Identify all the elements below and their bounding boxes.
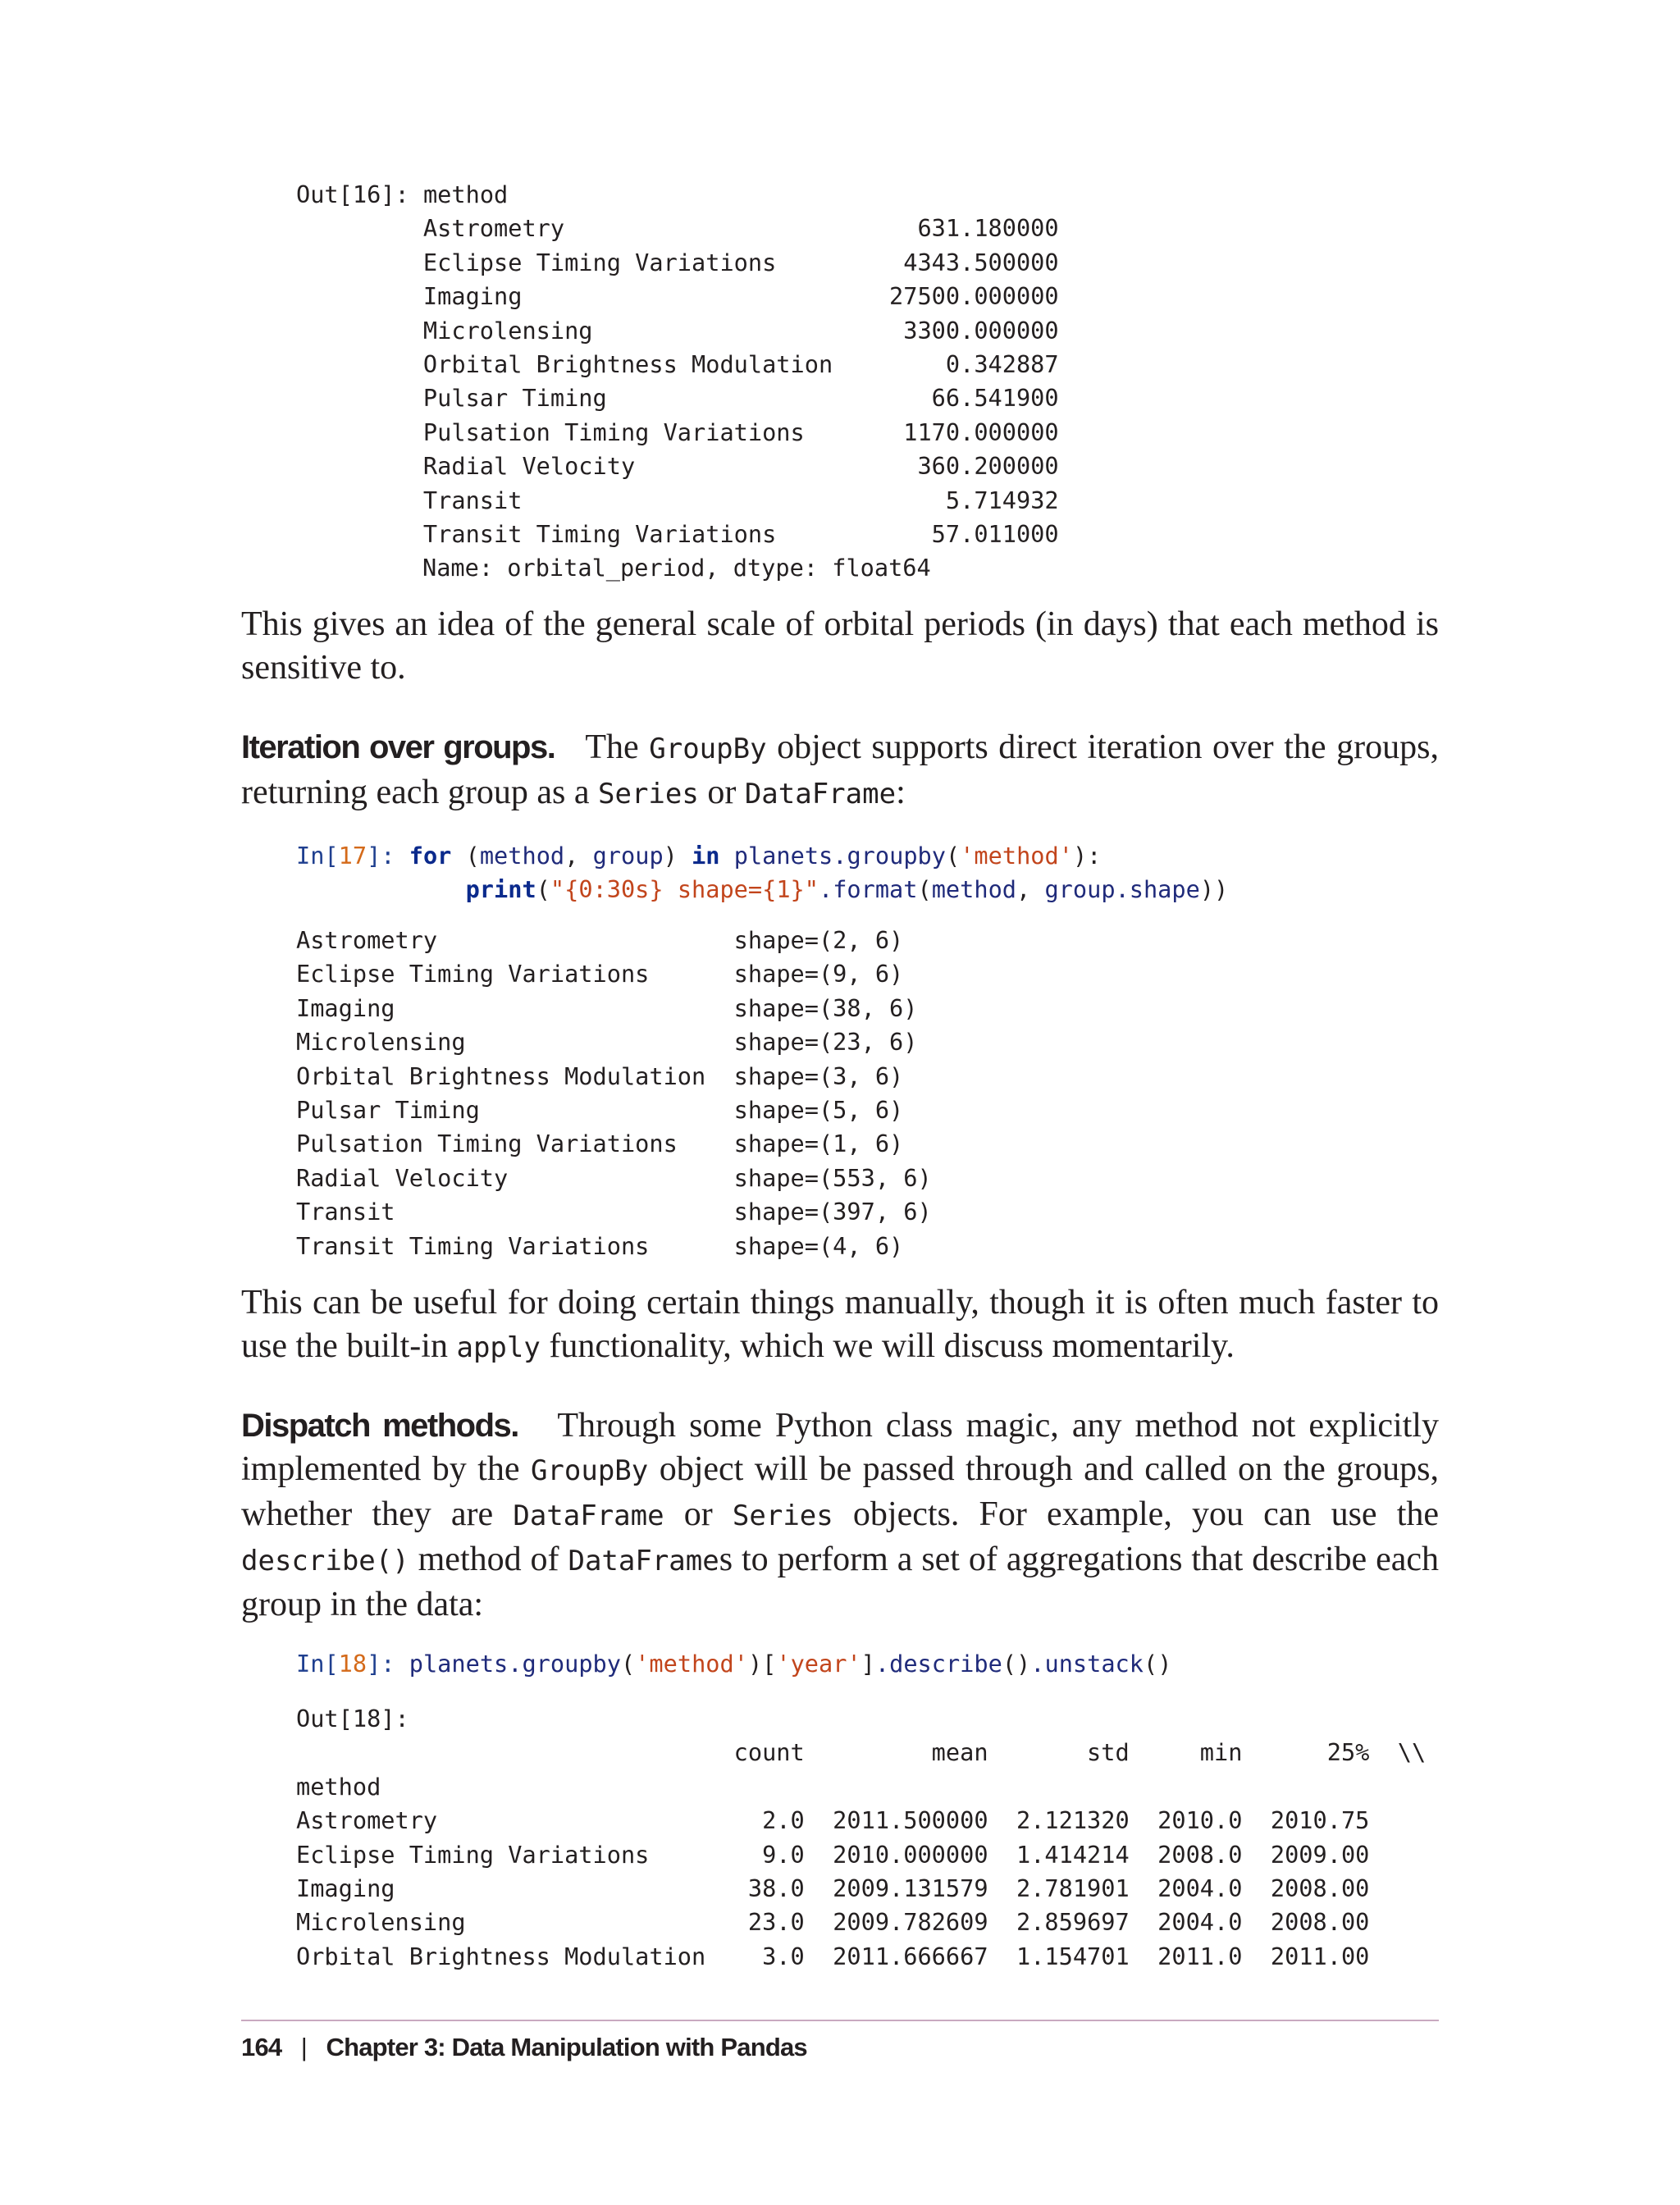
output-17-row-shape: shape=(4, 6) <box>733 1231 904 1260</box>
output-16-row-method: Orbital Brightness Modulation <box>296 350 833 379</box>
footer-separator: | <box>300 2033 308 2061</box>
output-18-index-name: method <box>296 1772 381 1801</box>
output-18-row-method: Microlensing <box>296 1908 466 1937</box>
output-16-row-method: Astrometry <box>296 214 565 243</box>
output-16-row-value: 4343.500000 <box>776 248 1059 276</box>
output-18-cell: 2010.0 <box>1129 1806 1243 1835</box>
output-16-row <box>296 486 1059 514</box>
output-18-row <box>296 1942 1369 1970</box>
output-18-cell: 2011.500000 <box>804 1806 988 1835</box>
output-16-row-method: Microlensing <box>296 316 593 345</box>
output-16-rows <box>296 214 1059 548</box>
output-16-row-value: 0.342887 <box>833 350 1059 379</box>
output-18-continuation-marker: \\ <box>1369 1738 1427 1767</box>
output-17-row <box>296 1130 903 1157</box>
input-18-block: In[18]: planets.groupby('method')['year'].describe().unstack() <box>296 1650 1172 1678</box>
output-18-column-header: std <box>988 1738 1130 1767</box>
output-16-row-method: Pulsar Timing <box>296 384 607 413</box>
paragraph-apply: This can be useful for doing certain things manually, though it is often much faster to use the built-in apply functionality, which we will discuss momentarily. <box>241 1284 1439 1365</box>
output-18-row <box>296 1806 1369 1834</box>
output-16-row-value: 66.541900 <box>606 384 1059 413</box>
output-17-row <box>296 926 903 954</box>
output-18-column-headers <box>296 1738 1426 1766</box>
output-17-rows <box>296 926 932 1260</box>
output-17-row-shape: shape=(5, 6) <box>733 1096 904 1125</box>
output-17-row-shape: shape=(2, 6) <box>733 926 904 954</box>
paragraph-orbital-scale: This gives an idea of the general scale of orbital periods (in days) that each method is sensitive to. <box>241 605 1439 687</box>
output-18-cell: 2.121320 <box>988 1806 1130 1835</box>
output-18-row <box>296 1908 1369 1936</box>
output-18-cell: 2009.782609 <box>804 1908 988 1937</box>
output-16-row-value: 1170.000000 <box>804 418 1059 446</box>
output-18-row-method: Orbital Brightness Modulation <box>296 1942 706 1970</box>
output-18-cell: 1.154701 <box>988 1942 1130 1970</box>
output-18-cell: 2010.000000 <box>804 1840 988 1869</box>
output-16-block <box>296 178 1059 586</box>
output-18-cell: 2.859697 <box>988 1908 1130 1937</box>
output-18-cell: 2008.0 <box>1129 1840 1243 1869</box>
output-18-cell: 2011.0 <box>1129 1942 1243 1970</box>
output-18-row-method: Eclipse Timing Variations <box>296 1840 650 1869</box>
output-16-row-value: 631.180000 <box>564 214 1059 243</box>
output-17-row-method: Pulsar Timing <box>296 1096 734 1125</box>
output-16-row-value: 5.714932 <box>522 486 1059 514</box>
output-16-row <box>296 418 1059 446</box>
output-17-row <box>296 994 917 1022</box>
output-18-cell: 38.0 <box>395 1874 805 1903</box>
output-18-cell: 2008.00 <box>1242 1874 1370 1903</box>
output-16-footer: Name: orbital_period, dtype: float64 <box>422 554 931 582</box>
output-16-row <box>296 350 1059 378</box>
output-16-row <box>296 452 1059 480</box>
output-18-cell: 2011.00 <box>1242 1942 1370 1970</box>
output-16-row-value: 57.011000 <box>776 520 1059 549</box>
output-18-row <box>296 1841 1369 1869</box>
page-number: 164 <box>241 2033 282 2061</box>
output-17-row-shape: shape=(553, 6) <box>733 1163 932 1192</box>
output-18-cell: 2.0 <box>437 1806 805 1835</box>
output-17-row <box>296 1028 917 1056</box>
output-16-row <box>296 249 1059 276</box>
output-18-column-header: mean <box>804 1738 988 1767</box>
output-17-row <box>296 1198 932 1226</box>
output-17-row-shape: shape=(38, 6) <box>733 993 918 1022</box>
output-18-rows <box>296 1806 1369 1970</box>
output-16-row-method: Radial Velocity <box>296 452 636 481</box>
output-17-block <box>296 924 932 1263</box>
output-16-row-value: 27500.000000 <box>522 282 1059 311</box>
paragraph-dispatch: Dispatch methods. Through some Python class magic, any method not explicitly implemented by the GroupBy object will be passed through and called on the groups, whether they are DataFrame or Series objects. For example, you can use the describe() method of DataFrames to perform a set of aggregations that describe each group in the data: <box>241 1407 1440 1623</box>
output-17-row-method: Astrometry <box>296 926 734 954</box>
output-18-row <box>296 1874 1369 1902</box>
output-17-row-method: Pulsation Timing Variations <box>296 1130 734 1158</box>
output-17-row-method: Orbital Brightness Modulation <box>296 1061 734 1090</box>
output-16-row-method: Imaging <box>296 282 523 311</box>
output-17-row-method: Transit Timing Variations <box>296 1231 734 1260</box>
output-17-row-shape: shape=(1, 6) <box>733 1130 904 1158</box>
output-16-row-method: Transit <box>296 486 523 514</box>
output-18-cell: 23.0 <box>465 1908 805 1937</box>
output-17-row-method: Transit <box>296 1198 734 1226</box>
output-18-row-method: Astrometry <box>296 1806 438 1835</box>
output-18-cell: 2008.00 <box>1242 1908 1370 1937</box>
output-17-row-method: Microlensing <box>296 1028 734 1057</box>
output-16-row-method: Eclipse Timing Variations <box>296 248 777 276</box>
output-17-row-shape: shape=(3, 6) <box>733 1061 904 1090</box>
output-18-cell: 2004.0 <box>1129 1874 1243 1903</box>
output-16-row-method: Transit Timing Variations <box>296 520 777 549</box>
output-17-row-method: Radial Velocity <box>296 1163 734 1192</box>
output-17-row <box>296 960 903 988</box>
output-18-cell: 2010.75 <box>1242 1806 1370 1835</box>
output-18-cell: 1.414214 <box>988 1840 1130 1869</box>
runin-heading-dispatch: Dispatch methods. <box>241 1408 518 1444</box>
output-17-row-method: Imaging <box>296 993 734 1022</box>
paragraph-iteration: Iteration over groups. The GroupBy object supports direct iteration over the groups, returning each group as a Series or DataFrame: <box>241 728 1439 811</box>
output-17-row <box>296 1232 903 1260</box>
output-18-row-method: Imaging <box>296 1874 395 1903</box>
input-17-block: In[17]: for (method, group) in planets.groupby('method'): print("{0:30s} shape={1}".format(method, group.shape)) <box>296 842 1229 904</box>
output-16-row <box>296 282 1059 310</box>
output-18-cell: 2011.666667 <box>804 1942 988 1970</box>
runin-heading-iteration: Iteration over groups. <box>241 729 555 765</box>
footer-rule <box>241 2020 1439 2021</box>
output-16-row <box>296 384 1059 412</box>
output-17-row-shape: shape=(23, 6) <box>733 1028 918 1057</box>
output-17-row <box>296 1164 932 1192</box>
output-18-column-header: min <box>1129 1738 1243 1767</box>
chapter-title: Chapter 3: Data Manipulation with Pandas <box>326 2033 807 2061</box>
output-18-cell: 2004.0 <box>1129 1908 1243 1937</box>
output-18-prompt: Out[18]: <box>296 1705 409 1732</box>
output-16-row-value: 3300.000000 <box>592 316 1059 345</box>
output-16-row-value: 360.200000 <box>635 452 1059 481</box>
output-16-row <box>296 317 1059 345</box>
output-17-row <box>296 1062 903 1090</box>
output-18-column-header: 25% <box>1242 1738 1370 1767</box>
output-18-cell: 2.781901 <box>988 1874 1130 1903</box>
page-footer <box>241 2033 807 2062</box>
output-18-cell: 2009.00 <box>1242 1840 1370 1869</box>
output-16-row-method: Pulsation Timing Variations <box>296 418 805 446</box>
output-18-cell: 9.0 <box>649 1840 805 1869</box>
output-18-cell: 2009.131579 <box>804 1874 988 1903</box>
output-16-index-name: method <box>422 180 509 208</box>
output-16-row <box>296 214 1059 242</box>
output-16-prompt: Out[16]: <box>296 180 409 208</box>
output-18-cell: 3.0 <box>705 1942 805 1970</box>
output-18-block <box>296 1702 1426 1974</box>
output-17-row-method: Eclipse Timing Variations <box>296 960 734 988</box>
output-18-column-header: count <box>296 1738 805 1767</box>
output-17-row-shape: shape=(397, 6) <box>733 1198 932 1226</box>
output-16-row <box>296 520 1059 548</box>
output-17-row <box>296 1096 903 1124</box>
output-17-row-shape: shape=(9, 6) <box>733 960 904 988</box>
